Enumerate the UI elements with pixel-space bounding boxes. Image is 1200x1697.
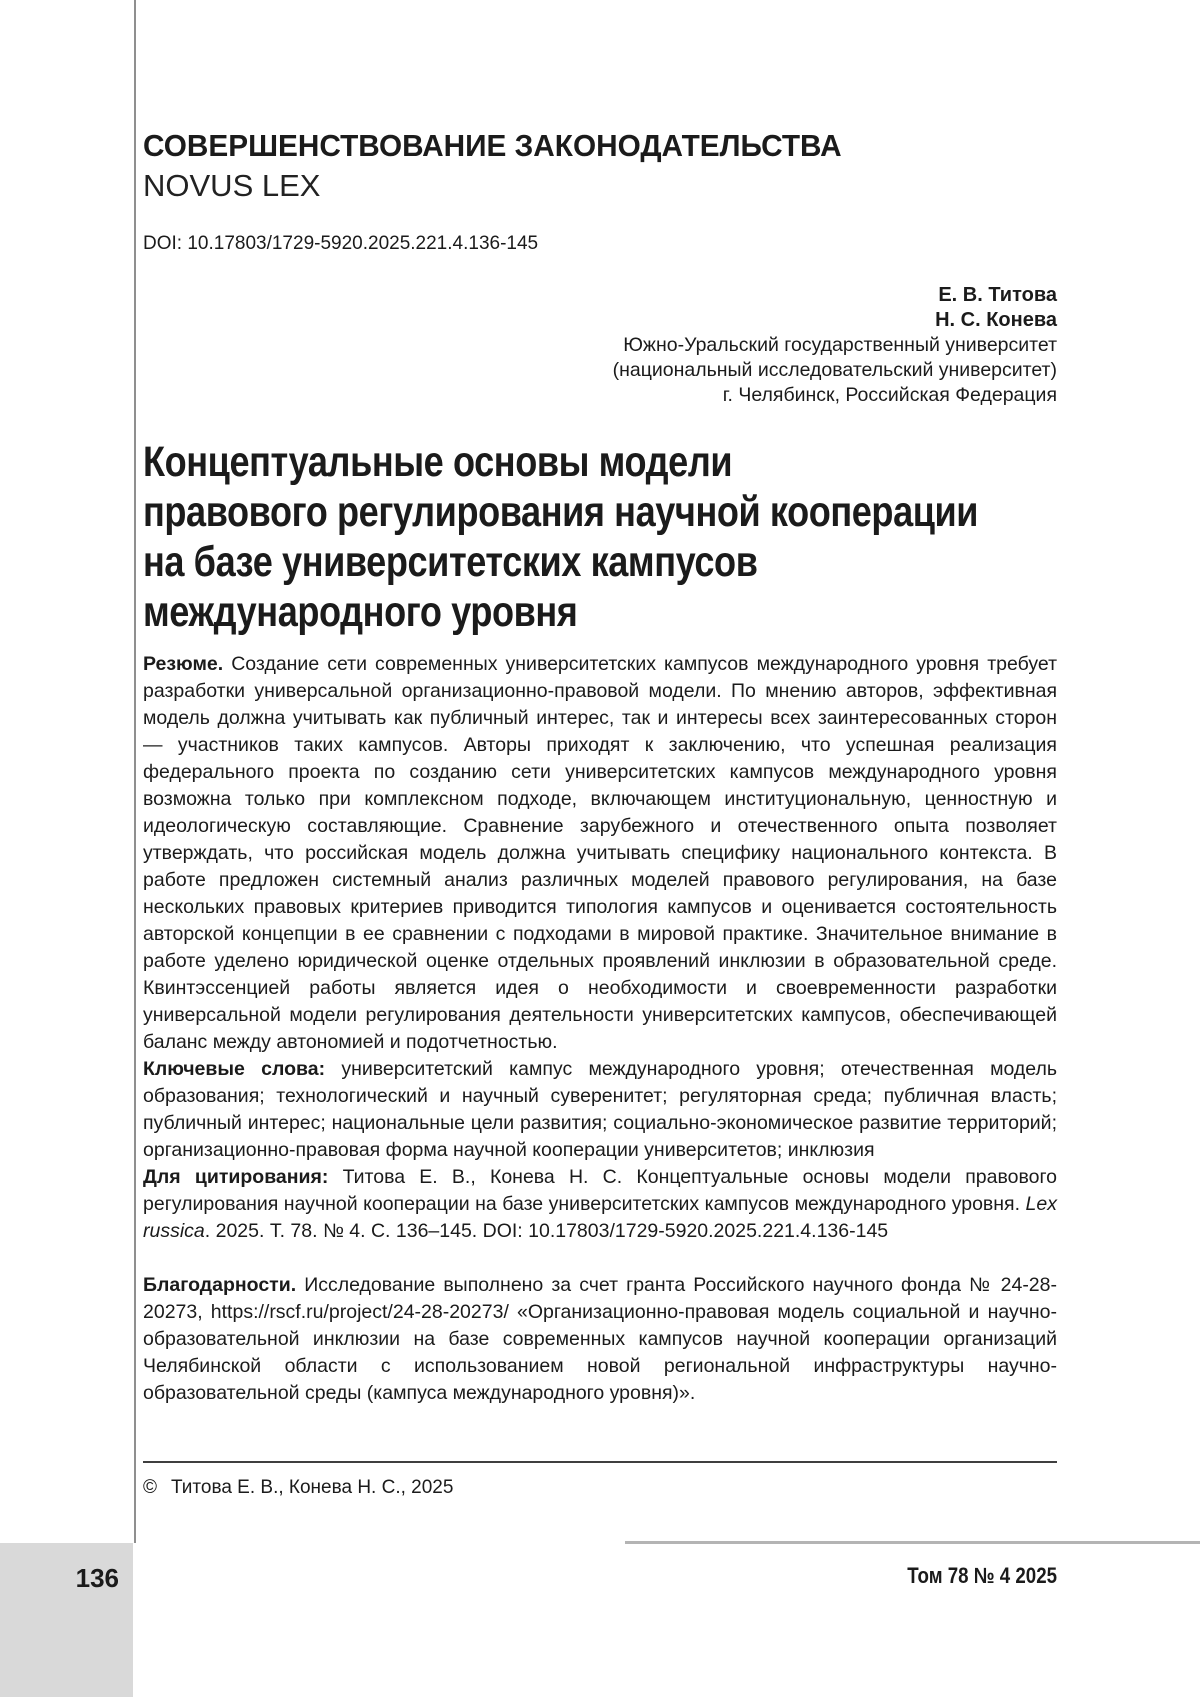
page-number: 136 [75,1563,119,1593]
journal-name-italic: Lex russica [143,1193,1057,1242]
keywords-label: Ключевые слова: [143,1058,326,1080]
abstract-paragraph [143,651,1057,1056]
article-title-line: на базе университетских кампусов [143,538,758,586]
section-header [143,126,1057,206]
section-subtitle: NOVUS LEX [143,168,321,203]
abstract-label: Резюме. [143,653,224,675]
author-name: Е. В. Титова [938,284,1057,306]
affiliation-line: Южно-Уральский государственный университет [623,334,1057,356]
citation-label: Для цитирования: [143,1166,329,1188]
copyright-line [143,1476,1057,1500]
affiliation-line: (национальный исследовательский университет) [612,359,1057,381]
citation-text: . 2025. Т. 78. № 4. С. 136–145. DOI: 10.17803/1729-5920.2025.221.4.136-145 [204,1220,889,1242]
citation-text: Титова Е. В., Конева Н. С. Концептуальные основы модели правового регулирования научной кооперации на базе университетских кампусов международного уровня. [143,1166,1057,1215]
copyright-symbol: © [143,1477,157,1498]
article-title [143,437,1057,637]
keywords-paragraph [143,1056,1057,1164]
section-title: СОВЕРШЕНСТВОВАНИЕ ЗАКОНОДАТЕЛЬСТВА [143,128,842,163]
acknowledgments-label: Благодарности. [143,1274,297,1296]
article-front-matter [143,651,1057,1407]
footer-rule [625,1541,1200,1544]
affiliation-line: г. Челябинск, Российская Федерация [722,384,1057,406]
doi-label: DOI: 10.17803/1729-5920.2025.221.4.136-145 [143,233,539,254]
left-margin-rule [134,0,136,1543]
citation-paragraph [143,1164,1057,1245]
article-title-line: правового регулирования научной кооперации [143,488,979,536]
copyright-text: Титова Е. В., Конева Н. С., 2025 [171,1477,454,1498]
article-title-line: Концептуальные основы модели [143,438,733,486]
authors-block [143,283,1057,408]
keywords-text: университетский кампус международного уровня; отечественная модель образования; технологический и научный суверенитет; регуляторная среда; публичная власть; публичный интерес; национальные цели развития; социально-экономическое развитие территорий; организационно-правовая форма научной кооперации университетов; инклюзия [143,1058,1058,1161]
author-name: Н. С. Конева [935,309,1057,331]
copyright-rule [143,1461,1057,1463]
article-title-line: международного уровня [143,588,578,636]
abstract-text: Создание сети современных университетских кампусов международного уровня требует разработки универсальной организационно-правовой модели. По мнению авторов, эффективная модель должна учитывать как публичный интерес, так и интересы всех заинтересованных сторон — участников таких кампусов. Авторы приходят к заключению, что успешная реализация федерального проекта по созданию сети университетских кампусов международного уровня возможна только при комплексном подходе, включающем институциональную, ценностную и идеологическую составляющие. Сравнение зарубежного и отечественного опыта позволяет утверждать, что российская модель должна учитывать специфику национального контекста. В работе предложен системный анализ различных моделей правового регулирования, на базе нескольких правовых критериев приводится типология кампусов и оценивается состоятельность авторской концепции в ее сравнении с подходами в мировой практике. Значительное внимание в работе уделено юридической оценке отдельных проявлений инклюзии в образовательной среде. Квинтэссенцией работы является идея о необходимости и своевременности разработки универсальной модели регулирования деятельности университетских кампусов, обеспечивающей баланс между автономией и подотчетностью. [143,653,1057,1053]
page-number-box [0,1543,133,1697]
acknowledgments-paragraph [143,1272,1057,1407]
volume-info: Том 78 № 4 2025 [907,1563,1057,1588]
acknowledgments-text: Исследование выполнено за счет гранта Российского научного фонда № 24-28-20273, https://rscf.ru/project/24-28-20273/ «Организационно-правовая модель социальной и научно-образовательной инклюзии на базе современных кампусов научной кооперации организаций Челябинской области с использованием новой региональной инфраструктуры научно-образовательной среды (кампуса международного уровня)». [143,1274,1057,1404]
